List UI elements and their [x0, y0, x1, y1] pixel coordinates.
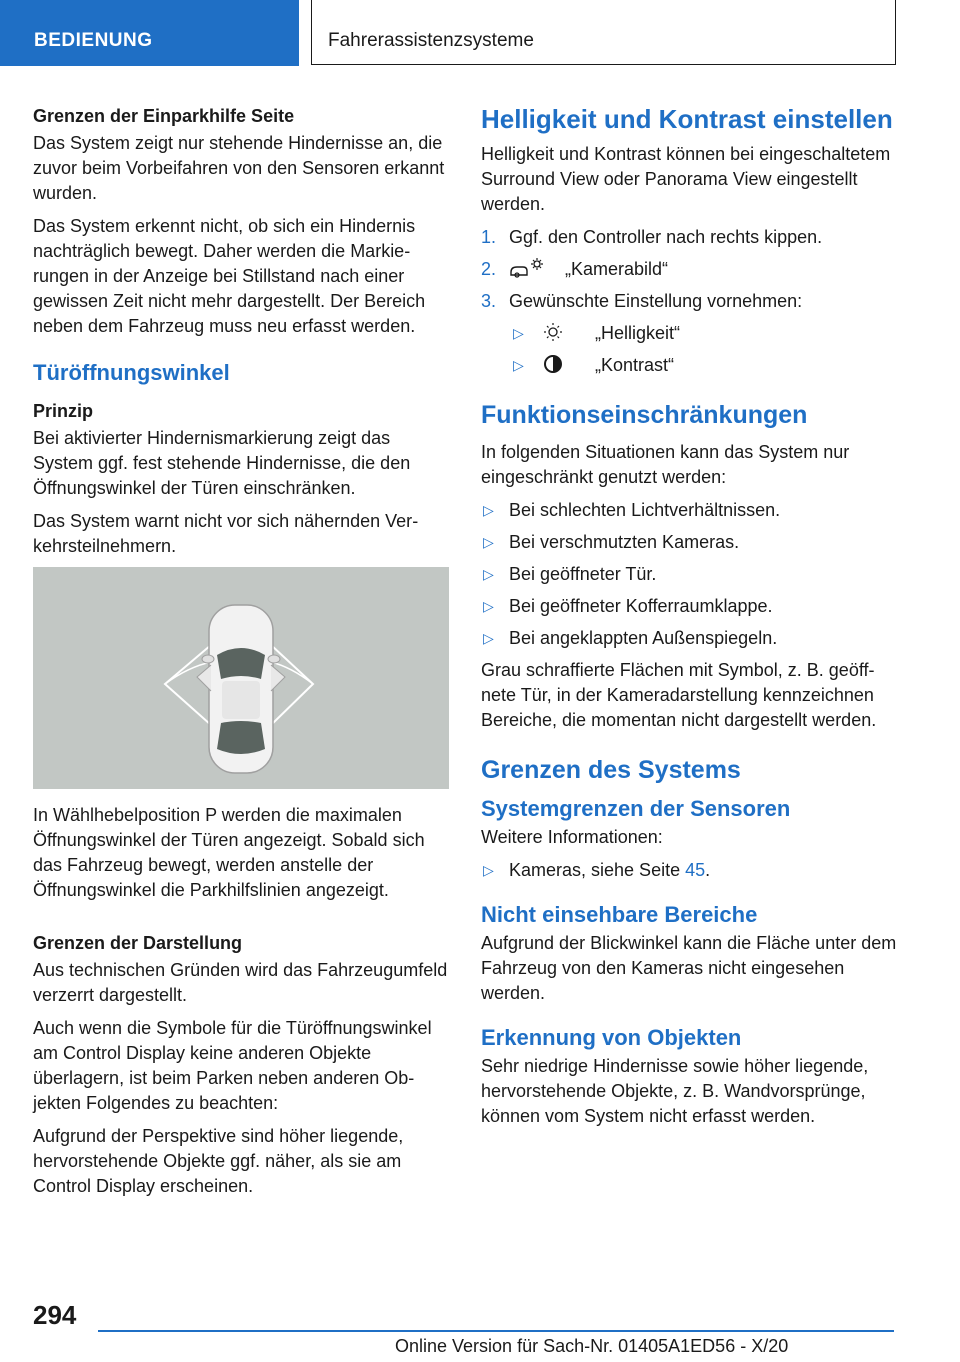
heading-prinzip: Prinzip — [33, 401, 94, 421]
substep-text: „Kontrast“ — [595, 355, 675, 375]
list-item-text: Bei verschmutzten Kameras. — [509, 532, 740, 552]
list-item — [481, 498, 897, 523]
list-item-text: Bei geöffneter Tür. — [509, 564, 657, 584]
paragraph: Weitere Informationen: — [481, 827, 663, 847]
page-number: 294 — [33, 1300, 77, 1330]
heading-grenzen-systems: Grenzen des Systems — [481, 756, 741, 784]
list-item — [481, 626, 897, 651]
step-text: Gewünschte Einstellung vornehmen: — [509, 291, 803, 311]
car-topview-illustration — [33, 567, 449, 789]
heading-helligkeit-kontrast: Helligkeit und Kontrast einstellen — [481, 104, 893, 134]
triangle-bullet-icon: ▷ — [483, 598, 494, 614]
list-item — [481, 289, 897, 314]
step-number: 2. — [481, 259, 497, 279]
footer-divider — [98, 1330, 894, 1332]
list-item — [511, 321, 897, 346]
paragraph: Sehr niedrige Hindernisse sowie höher liegende, hervorstehende Objekte, z. B. Wandvorsprünge, können vom System nicht erfasst werden. — [481, 1056, 869, 1126]
section-label: BEDIENUNG — [34, 30, 153, 51]
list-item-text: Kameras, siehe Seite — [509, 860, 686, 880]
step-number: 3. — [481, 291, 497, 311]
section-tab — [0, 0, 299, 66]
triangle-bullet-icon: ▷ — [483, 862, 494, 878]
heading-systemgrenzen-sensoren: Systemgrenzen der Sensoren — [481, 796, 791, 821]
chapter-label: Fahrerassistenzsysteme — [328, 30, 534, 51]
limitations-list — [481, 498, 897, 651]
heading-funktionseinschraenkungen: Funktionseinschränkungen — [481, 401, 808, 429]
chapter-box — [311, 0, 896, 65]
brightness-icon — [539, 321, 575, 343]
step-text: „Kamerabild“ — [565, 259, 669, 279]
substep-text: „Helligkeit“ — [595, 323, 681, 343]
heading-tueroeffnungswinkel: Türöffnungswinkel — [33, 360, 230, 385]
list-item — [481, 257, 897, 282]
heading-grenzen-einparkhilfe: Grenzen der Einparkhilfe Seite — [33, 106, 295, 126]
triangle-bullet-icon: ▷ — [513, 325, 524, 341]
paragraph: Aus technischen Gründen wird das Fahrzeugumfeld verzerrt dargestellt. — [33, 960, 448, 1005]
page-header — [0, 0, 960, 66]
online-version-text: Online Version für Sach-Nr. 01405A1ED56 - X/20 — [395, 1336, 789, 1356]
list-item — [481, 858, 897, 883]
list-item-text: Bei schlechten Lichtverhältnissen. — [509, 500, 781, 520]
list-item-text: Bei geöffneter Kofferraumklappe. — [509, 596, 773, 616]
paragraph: Das System erkennt nicht, ob sich ein Hindernis nachträglich bewegt. Daher werden die Markierungen in der Anzeige bei Stillstand nach einer gewissen Zeit nicht mehr dargestellt. Der Bereich neben dem Fahrzeug muss neu erfasst werden. — [33, 216, 426, 336]
triangle-bullet-icon: ▷ — [513, 357, 524, 373]
car-door-angle-figure — [33, 567, 449, 789]
list-item — [511, 353, 897, 378]
paragraph: Aufgrund der Blickwinkel kann die Fläche unter dem Fahrzeug von den Kameras nicht eingesehen werden. — [481, 933, 897, 1003]
heading-nicht-einsehbare-bereiche: Nicht einsehbare Bereiche — [481, 902, 758, 927]
step-number: 1. — [481, 227, 497, 247]
paragraph: Das System zeigt nur stehende Hindernisse an, die zuvor beim Vorbeifahren von den Sensoren erkannt wurden. — [33, 133, 445, 203]
triangle-bullet-icon: ▷ — [483, 566, 494, 582]
list-item — [481, 562, 897, 587]
list-item-punct: . — [705, 860, 711, 880]
paragraph: In folgenden Situationen kann das System nur eingeschränkt genutzt werden: — [481, 442, 850, 487]
contrast-icon — [539, 353, 575, 375]
triangle-bullet-icon: ▷ — [483, 502, 494, 518]
paragraph: Helligkeit und Kontrast können bei eingeschaltetem Surround View oder Panorama View eingestellt werden. — [481, 144, 891, 214]
right-column — [481, 104, 897, 1137]
triangle-bullet-icon: ▷ — [483, 534, 494, 550]
heading-grenzen-darstellung: Grenzen der Darstellung — [33, 933, 243, 953]
paragraph: In Wählhebelposition P werden die maximalen Öffnungswinkel der Türen angezeigt. Sobald sich das Fahrzeug bewegt, werden anstelle der Öffnungswinkel die Parkhilfslinien angezeigt. — [33, 805, 425, 900]
list-item — [481, 530, 897, 555]
heading-erkennung-objekten: Erkennung von Objekten — [481, 1025, 742, 1050]
paragraph: Grau schraffierte Flächen mit Symbol, z. B. geöffnete Tür, in der Kameradarstellung kennzeichnen Bereiche, die momentan nicht dargestellt werden. — [481, 660, 877, 730]
list-item — [481, 594, 897, 619]
substeps-list — [481, 321, 897, 378]
paragraph: Aufgrund der Perspektive sind höher liegende, hervorstehende Objekte ggf. näher, als sie am Control Display erscheinen. — [33, 1126, 404, 1196]
list-item — [481, 225, 897, 250]
sensor-list — [481, 858, 897, 883]
paragraph: Das System warnt nicht vor sich nähernden Verkehrsteilnehmern. — [33, 511, 419, 556]
paragraph: Auch wenn die Symbole für die Türöffnungswinkel am Control Display keine anderen Objekte überlagern, ist beim Parken neben anderen Objekten Folgendes zu beachten: — [33, 1018, 432, 1113]
steps-list — [481, 225, 897, 314]
paragraph: Bei aktivierter Hindernismarkierung zeigt das System ggf. fest stehende Hindernisse, die den Öffnungswinkel der Türen einschränken. — [33, 428, 411, 498]
camera-settings-icon — [509, 257, 545, 279]
step-text: Ggf. den Controller nach rechts kippen. — [509, 227, 823, 247]
triangle-bullet-icon: ▷ — [483, 630, 494, 646]
list-item-text: Bei angeklappten Außenspiegeln. — [509, 628, 778, 648]
left-column — [33, 104, 449, 1207]
page-link[interactable]: 45 — [685, 860, 706, 880]
